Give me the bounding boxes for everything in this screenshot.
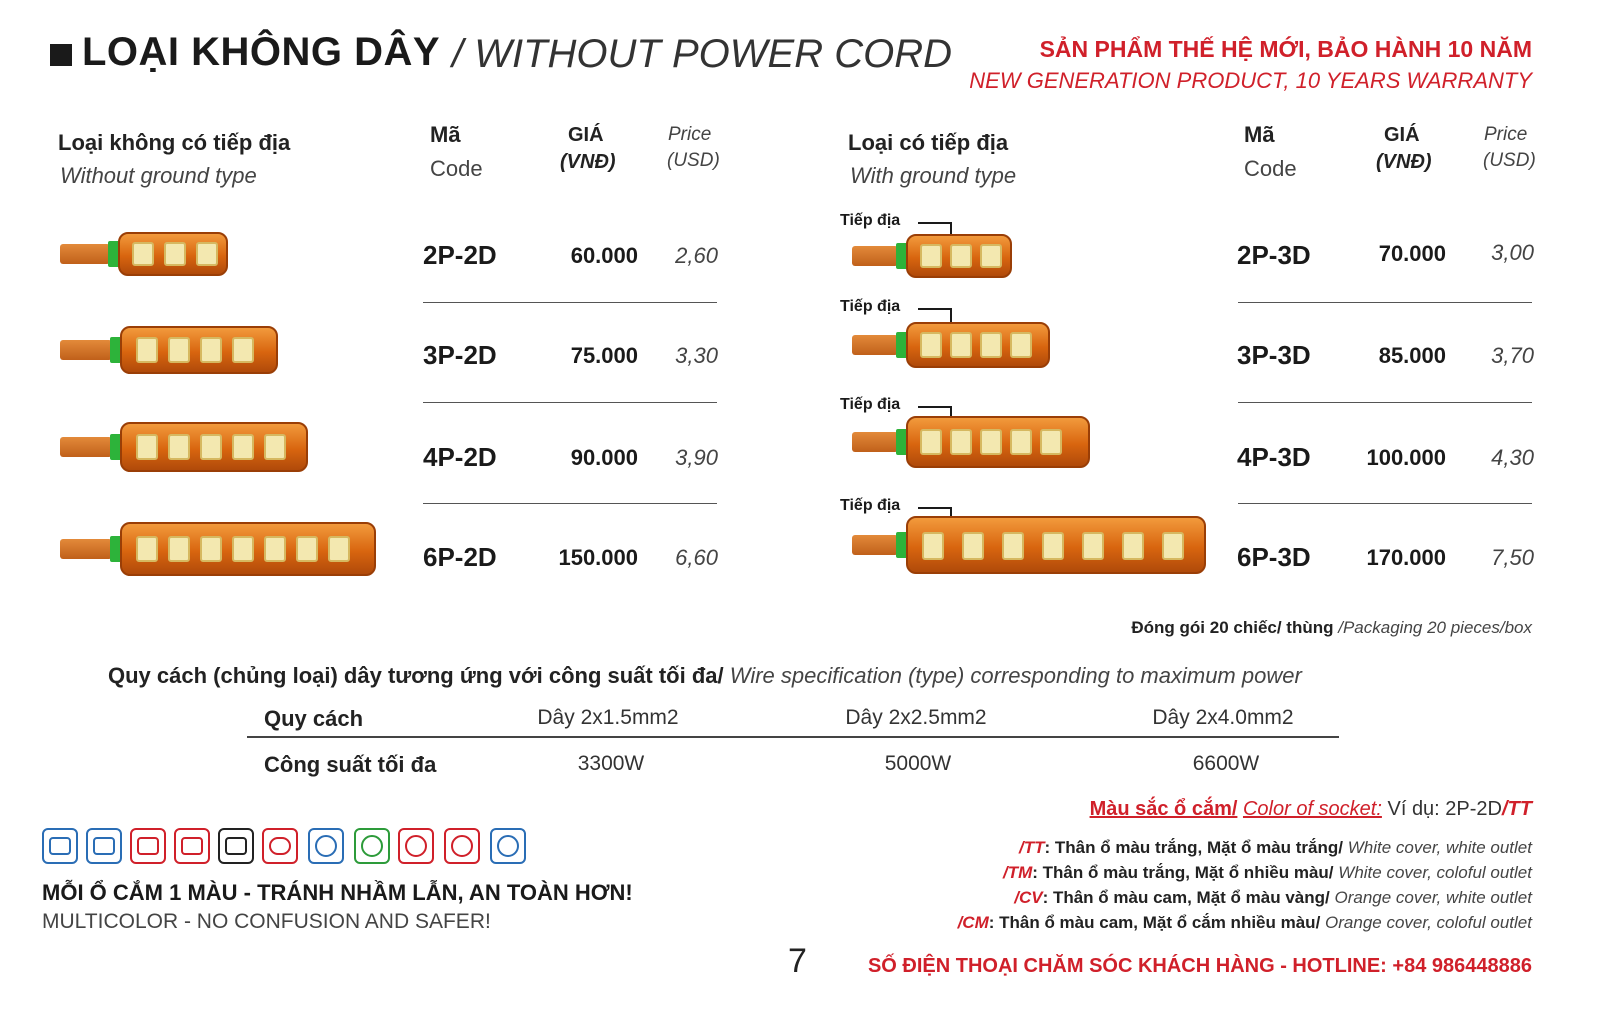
spec-row-label: Quy cách (264, 706, 364, 731)
socket-schuko-icon (398, 828, 434, 864)
spec-wire-value: Dây 2x4.0mm2 (1152, 706, 1294, 729)
price-vnd: 70.000 (1378, 241, 1446, 266)
product-code: 6P-2D (423, 542, 497, 572)
ground-pointer (918, 308, 952, 310)
socket-us-icon (42, 828, 78, 864)
socket-round-3pin-green-icon (354, 828, 390, 864)
row-divider (1238, 402, 1532, 403)
spec-wire-value: Dây 2x2.5mm2 (845, 706, 987, 729)
color-option-vi: : Thân ổ màu cam, Mặt ổ cắm nhiều màu/ (988, 913, 1321, 932)
ground-pointer (918, 406, 952, 408)
header-ma: Mã (430, 122, 461, 147)
product-code: 3P-3D (1237, 340, 1311, 370)
ground-label: Tiếp địa (840, 212, 901, 229)
ground-label: Tiếp địa (840, 298, 901, 315)
packaging-note (1131, 618, 1532, 638)
price-usd: 3,30 (675, 343, 718, 368)
color-option-en: White cover, white outlet (1347, 838, 1532, 857)
packaging-en: /Packaging 20 pieces/box (1338, 618, 1532, 637)
color-option-tag: /TM (1002, 863, 1033, 882)
price-vnd: 75.000 (570, 343, 638, 368)
power-strip-image (60, 518, 380, 580)
power-strip-image (852, 230, 1014, 282)
color-option-vi: : Thân ổ màu cam, Mặt ổ màu vàng/ (1042, 888, 1330, 907)
power-strip-image (60, 418, 310, 476)
ground-pointer (918, 507, 952, 509)
warranty-en: NEW GENERATION PRODUCT, 10 YEARS WARRANTY (969, 68, 1532, 93)
price-usd: 6,60 (675, 545, 718, 570)
header-usd: (USD) (667, 150, 720, 171)
socket-color-title (1090, 798, 1532, 821)
wire-spec-title-en: Wire specification (type) corresponding to maximum power (729, 663, 1302, 688)
without-ground-subtitle: Without ground type (60, 163, 257, 188)
socket-ground-icon (490, 828, 526, 864)
price-vnd: 85.000 (1378, 343, 1446, 368)
header-vnd: (VNĐ) (560, 151, 616, 173)
price-vnd: 60.000 (570, 243, 638, 268)
socket-color-title-vi: Màu sắc ổ cắm/ (1089, 798, 1238, 820)
header-vnd: (VNĐ) (1376, 151, 1432, 173)
socket-flat-icon (86, 828, 122, 864)
socket-round-2pin-icon (444, 828, 480, 864)
spec-power-value: 3300W (577, 752, 645, 775)
color-option-en: Orange cover, white outlet (1334, 888, 1532, 907)
header-ma: Mã (1244, 122, 1275, 147)
product-code: 4P-3D (1237, 442, 1311, 472)
page-number: 7 (788, 942, 807, 980)
warranty-vi: SẢN PHẨM THẾ HỆ MỚI, BẢO HÀNH 10 NĂM (1039, 36, 1532, 62)
with-ground-title: Loại có tiếp địa (848, 130, 1009, 155)
header-gia: GIÁ (1384, 124, 1420, 146)
spec-power-value: 5000W (884, 752, 952, 775)
page-title: LOẠI KHÔNG DÂY (82, 30, 441, 74)
price-usd: 2,60 (675, 243, 718, 268)
color-option-en: Orange cover, coloful outlet (1325, 913, 1532, 932)
header-usd: (USD) (1483, 150, 1536, 171)
color-option-tag: /CV (1014, 888, 1043, 907)
price-usd: 7,50 (1491, 545, 1534, 570)
price-usd: 3,70 (1491, 343, 1534, 368)
socket-uk-ground-icon (174, 828, 210, 864)
color-option-tag: /CM (957, 913, 989, 932)
product-code: 4P-2D (423, 442, 497, 472)
wire-spec-title (108, 663, 1302, 689)
spec-divider (247, 736, 1339, 738)
color-option (958, 913, 1532, 933)
socket-universal-icon (218, 828, 254, 864)
power-strip-image (852, 412, 1092, 472)
socket-round-3pin-icon (308, 828, 344, 864)
spec-power-value: 6600W (1192, 752, 1260, 775)
color-option-vi: : Thân ổ màu trắng, Mặt ổ màu trắng/ (1044, 838, 1343, 857)
title-bullet (50, 44, 72, 66)
product-code: 6P-3D (1237, 542, 1311, 572)
socket-color-example-tag: /TT (1502, 798, 1532, 820)
socket-uk-icon (130, 828, 166, 864)
row-divider (423, 402, 717, 403)
price-vnd: 90.000 (570, 445, 638, 470)
color-option-vi: : Thân ổ màu trắng, Mặt ổ nhiều màu/ (1032, 863, 1334, 882)
product-code: 3P-2D (423, 340, 497, 370)
header-code: Code (430, 156, 483, 181)
color-option (1019, 838, 1532, 858)
header-price: Price (1484, 124, 1528, 145)
header-gia: GIÁ (568, 124, 604, 146)
row-divider (423, 503, 717, 504)
row-divider (423, 302, 717, 303)
multicolor-slogan-en: MULTICOLOR - NO CONFUSION AND SAFER! (42, 910, 491, 933)
without-ground-title: Loại không có tiếp địa (58, 130, 291, 155)
price-vnd: 100.000 (1366, 445, 1446, 470)
ground-label: Tiếp địa (840, 497, 901, 514)
product-code: 2P-3D (1237, 240, 1311, 270)
hotline: SỐ ĐIỆN THOẠI CHĂM SÓC KHÁCH HÀNG - HOTLINE: +84 986448886 (867, 955, 1532, 977)
price-usd: 3,00 (1491, 240, 1534, 265)
power-strip-image (852, 318, 1052, 372)
price-usd: 3,90 (675, 445, 718, 470)
socket-color-title-en: Color of socket: (1242, 798, 1382, 820)
ground-label: Tiếp địa (840, 396, 901, 413)
ground-pointer (918, 222, 952, 224)
color-option (1014, 888, 1532, 908)
color-option (1003, 863, 1532, 883)
product-code: 2P-2D (423, 240, 497, 270)
row-divider (1238, 302, 1532, 303)
price-usd: 4,30 (1491, 445, 1534, 470)
wire-spec-title-vi: Quy cách (chủng loại) dây tương ứng với công suất tối đa/ (108, 663, 724, 688)
spec-wire-value: Dây 2x1.5mm2 (537, 706, 679, 729)
socket-oval-icon (262, 828, 298, 864)
color-option-tag: /TT (1019, 838, 1045, 857)
socket-color-example: Ví dụ: 2P-2D (1387, 798, 1502, 820)
power-strip-image (852, 512, 1208, 578)
row-divider (1238, 503, 1532, 504)
page-title-en: / WITHOUT POWER CORD (452, 32, 952, 76)
spec-row-label: Công suất tối đa (264, 752, 437, 777)
price-vnd: 170.000 (1366, 545, 1446, 570)
price-vnd: 150.000 (558, 545, 638, 570)
packaging-vi: Đóng gói 20 chiếc/ thùng (1131, 618, 1334, 637)
with-ground-subtitle: With ground type (850, 163, 1017, 188)
header-code: Code (1244, 156, 1297, 181)
multicolor-slogan-vi: MỖI Ổ CẮM 1 MÀU - TRÁNH NHẦM LẪN, AN TOÀN HƠN! (42, 880, 633, 905)
power-strip-image (60, 228, 230, 280)
color-option-en: White cover, coloful outlet (1338, 863, 1532, 882)
power-strip-image (60, 322, 280, 378)
header-price: Price (668, 124, 712, 145)
